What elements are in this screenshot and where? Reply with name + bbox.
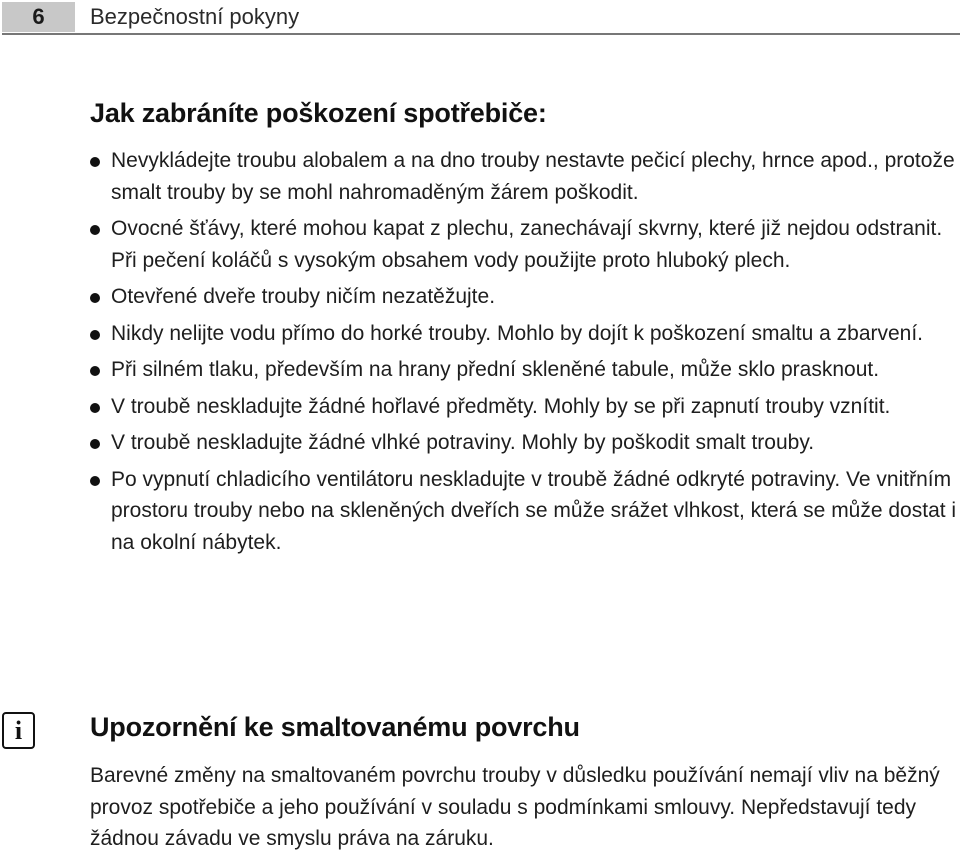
bullet-icon (90, 476, 100, 486)
list-item (90, 318, 960, 350)
info-icon: i (2, 712, 35, 749)
page-number: 6 (2, 2, 75, 32)
list-item (90, 464, 960, 559)
header-divider (2, 33, 960, 35)
page-header (0, 0, 960, 36)
list-item (90, 281, 960, 313)
section-title-enamel: Upozornění ke smaltovanému povrchu (90, 712, 580, 742)
bullet-icon (90, 293, 100, 303)
section-title-damage: Jak zabráníte poškození spotřebiče: (90, 98, 547, 128)
damage-list (90, 145, 960, 563)
list-item (90, 145, 960, 208)
list-item-text: Ovocné šťávy, které mohou kapat z plechu, zanechávají skvrny, které již nejdou odstranit. Při pečení koláčů s vysokým obsahem vody použijte proto hluboký plech. (111, 217, 943, 272)
chapter-title: Bezpečnostní pokyny (90, 4, 300, 29)
bullet-icon (90, 439, 100, 449)
bullet-icon (90, 403, 100, 413)
list-item (90, 391, 960, 423)
list-item-text: Nevykládejte troubu alobalem a na dno trouby nestavte pečicí plechy, hrnce apod., protože smalt trouby by se mohl nahromaděným žárem poškodit. (111, 149, 955, 204)
bullet-icon (90, 225, 100, 235)
list-item (90, 354, 960, 386)
list-item (90, 427, 960, 459)
list-item-text: V troubě neskladujte žádné hořlavé předměty. Mohly by se při zapnutí trouby vznítit. (111, 394, 891, 418)
bullet-icon (90, 330, 100, 340)
list-item-text: Po vypnutí chladicího ventilátoru neskladujte v troubě žádné odkryté potraviny. Ve vnitřním prostoru trouby nebo na skleněných dveřích se může srážet vlhkost, která se může dostat i na okolní nábytek. (111, 467, 957, 554)
list-item-text: Otevřené dveře trouby ničím nezatěžujte. (111, 285, 496, 308)
list-item-text: Nikdy nelijte vodu přímo do horké trouby. Mohlo by dojít k poškození smaltu a zbarvení. (111, 321, 924, 345)
list-item (90, 213, 960, 276)
list-item-text: Při silném tlaku, především na hrany přední skleněné tabule, může sklo prasknout. (111, 358, 880, 381)
enamel-note-text: Barevné změny na smaltovaném povrchu trouby v důsledku používání nemají vliv na běžný provoz spotřebiče a jeho používání v souladu s podmínkami smlouvy. Nepředstavují tedy žádnou závadu ve smyslu práva na záruku. (90, 764, 940, 850)
bullet-icon (90, 366, 100, 376)
list-item-text: V troubě neskladujte žádné vlhké potraviny. Mohly by poškodit smalt trouby. (111, 431, 815, 454)
bullet-icon (90, 157, 100, 167)
